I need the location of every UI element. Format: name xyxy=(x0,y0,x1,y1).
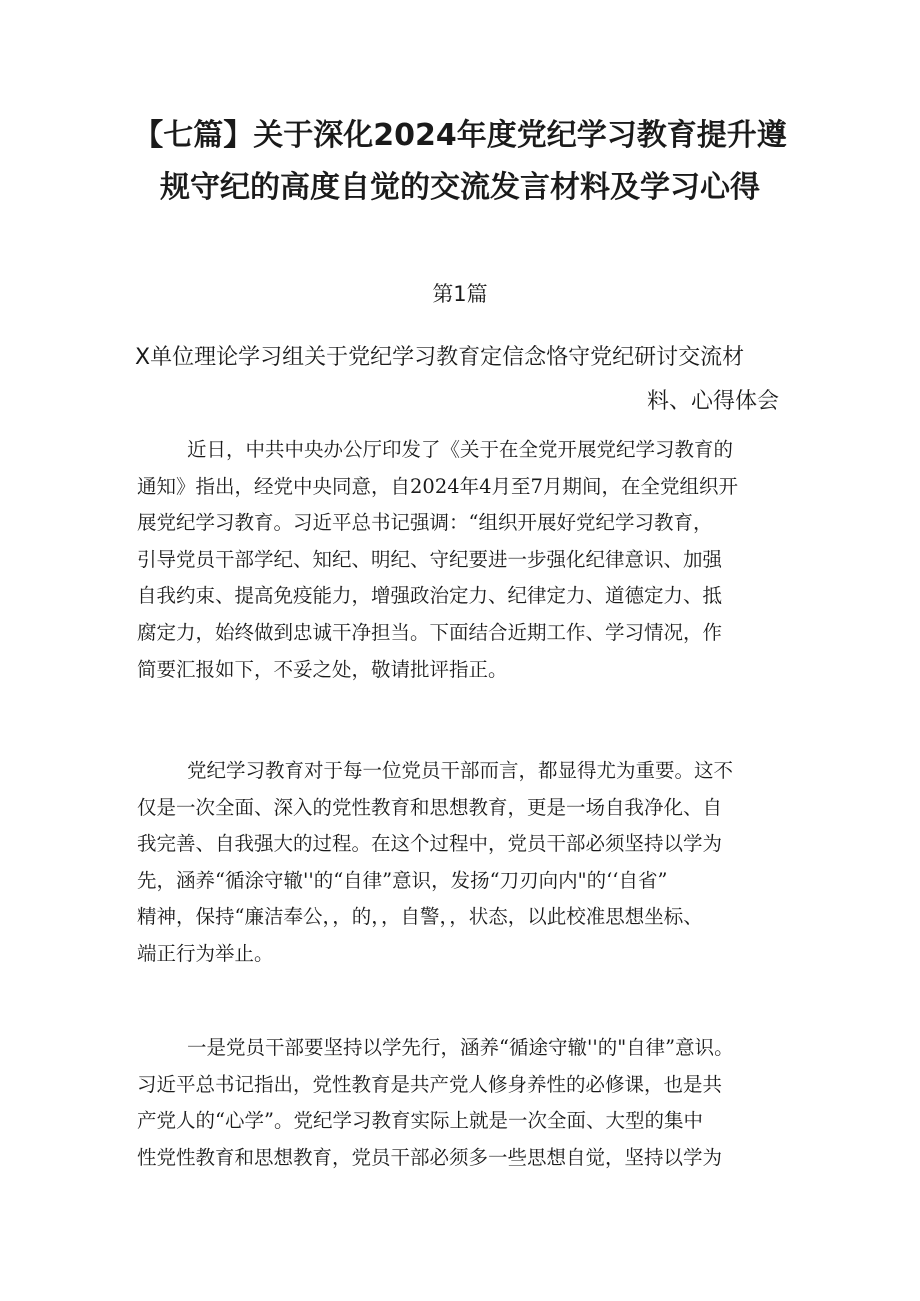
title-line: 规守纪的高度自觉的交流发言材料及学习心得 xyxy=(160,170,760,205)
paragraph-2 xyxy=(137,753,797,973)
paragraph-line: 党纪学习教育对于每一位党员干部而言，都显得尤为重要。这不 xyxy=(187,759,734,782)
paragraph-line: 近日，中共中央办公厅印发了《关于在全党开展党纪学习教育的 xyxy=(187,438,734,461)
paragraph-line: 简要汇报如下，不妥之处，敬请批评指正。 xyxy=(137,657,508,681)
paragraph-line: 展党纪学习教育。习近平总书记强调：“组织开展好党纪学习教育， xyxy=(137,511,713,535)
paragraph-line: 一是党员干部要坚持以学先行，涵养“循途守辙''的"自律”意识。 xyxy=(187,1036,734,1059)
paragraph-line: 先，涵养“循涂守辙''的“自律”意识，发扬“刀刃向内"的‘‘自省” xyxy=(137,868,668,892)
paragraph-line: 精神，保持“廉洁奉公，，的，，自警，，状态，以此校准思想坐标、 xyxy=(137,905,703,929)
paragraph-line: 我完善、自我强大的过程。在这个过程中，党员干部必须坚持以学为 xyxy=(137,832,723,856)
paragraph-1 xyxy=(137,432,797,688)
paragraph-line: 性党性教育和思想教育，党员干部必须多一些思想自觉，坚持以学为 xyxy=(137,1145,723,1169)
section-subtitle xyxy=(135,336,785,424)
paragraph-line: 引导党员干部学纪、知纪、明纪、守纪要进一步强化纪律意识、加强 xyxy=(137,547,723,571)
paragraph-line: 通知》指出，经党中央同意，自2024年4月至7月期间，在全党组织开 xyxy=(137,474,738,498)
paragraph-line: 产党人的“心学”。党纪学习教育实际上就是一次全面、大型的集中 xyxy=(137,1109,703,1133)
title-line: 【七篇】关于深化2024年度党纪学习教育提升遵 xyxy=(133,118,787,153)
paragraph-3 xyxy=(137,1030,797,1176)
document-title xyxy=(110,110,810,214)
subtitle-line: 料、心得体会 xyxy=(646,389,779,414)
paragraph-line: 自我约束、提高免疫能力，增强政治定力、纪律定力、道德定力、抵 xyxy=(137,584,723,608)
paragraph-line: 腐定力，始终做到忠诚干净担当。下面结合近期工作、学习情况，作 xyxy=(137,620,723,644)
paragraph-line: 仅是一次全面、深入的党性教育和思想教育，更是一场自我净化、自 xyxy=(137,795,723,819)
subtitle-line: X单位理论学习组关于党纪学习教育定信念恪守党纪研讨交流材 xyxy=(135,345,745,370)
section-label: 第1篇 xyxy=(432,282,488,306)
paragraph-line: 端正行为举止。 xyxy=(137,941,274,965)
paragraph-line: 习近平总书记指出，党性教育是共产党人修身养性的必修课，也是共 xyxy=(137,1072,723,1096)
